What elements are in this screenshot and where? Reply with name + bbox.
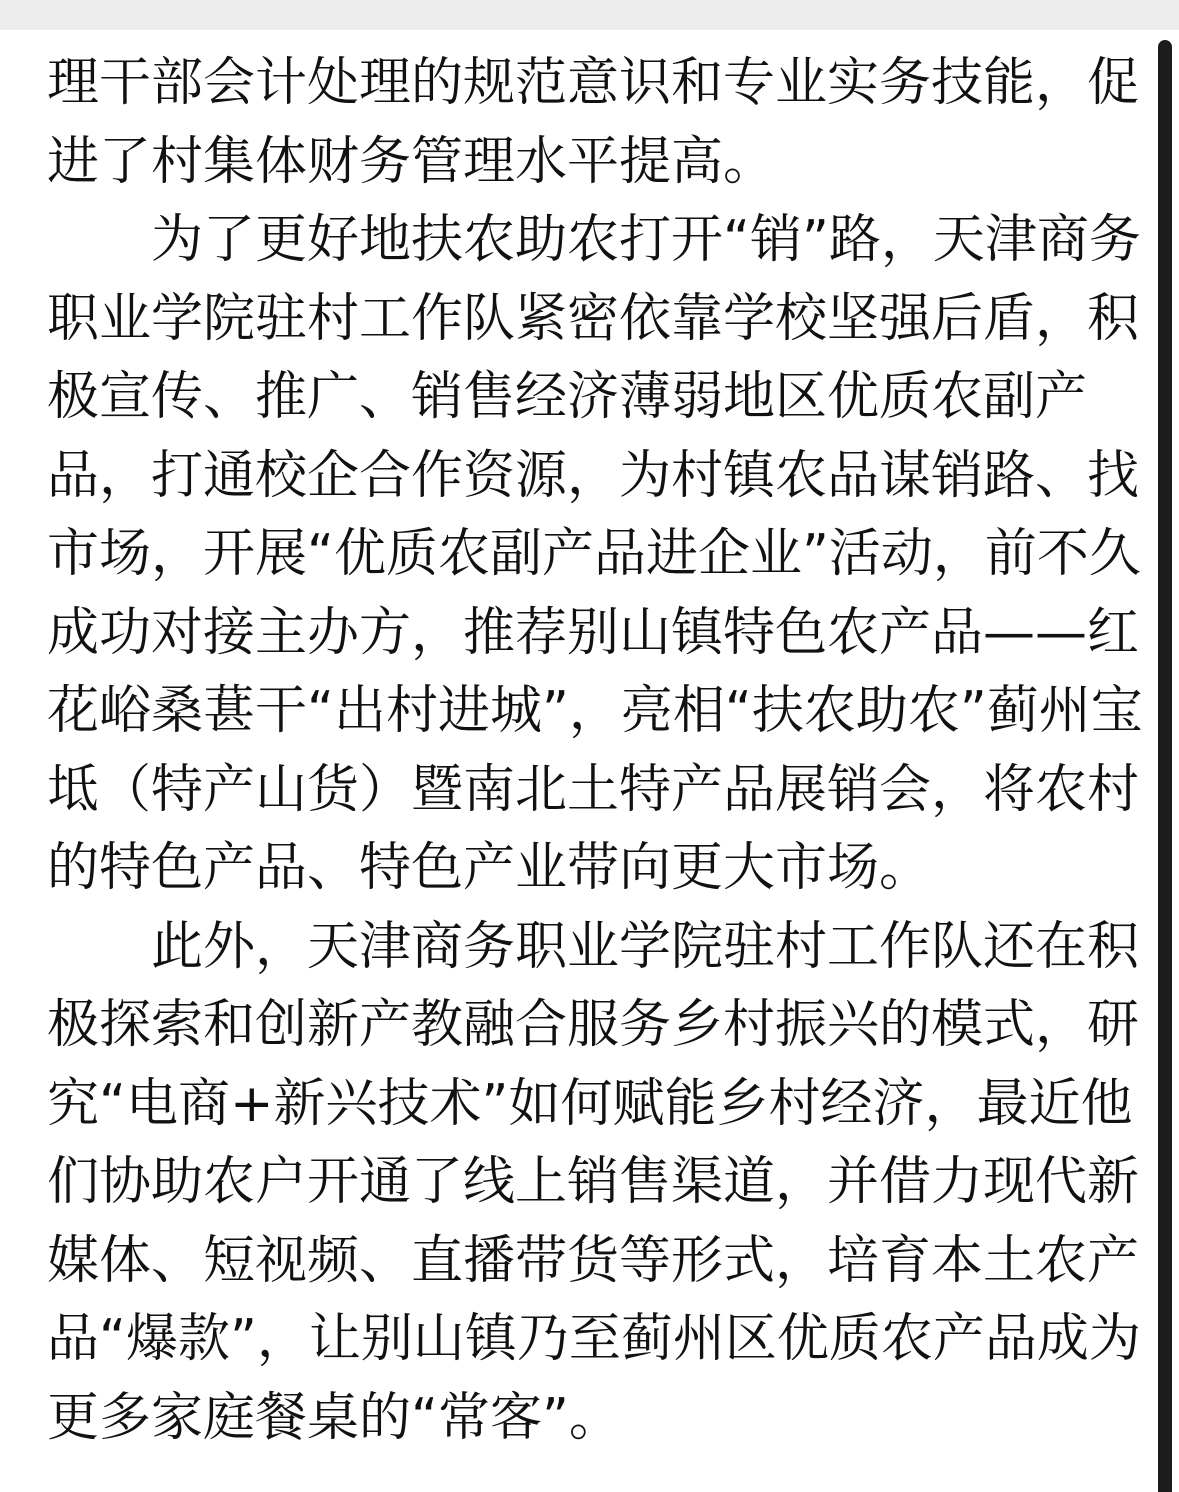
text-line: 媒体、短视频、直播带货等形式，培育本土农产 xyxy=(47,1230,1140,1291)
text-line: 理干部会计处理的规范意识和专业实务技能，促 xyxy=(47,53,1140,113)
paragraph-start-line: 为了更好地扶农助农打开“销”路，天津商务 xyxy=(151,210,1141,270)
top-bar xyxy=(0,0,1179,30)
article-body xyxy=(47,44,1143,1457)
text-line: 极探索和创新产教融合服务乡村振兴的模式，研 xyxy=(47,995,1140,1055)
text-line: 坻（特产山货）暨南北土特产品展销会，将农村 xyxy=(47,759,1140,820)
text-line: 品“爆款”，让别山镇乃至蓟州区优质农产品成为 xyxy=(47,1309,1141,1369)
text-line: 极宣传、推广、销售经济薄弱地区优质农副产 xyxy=(47,367,1088,427)
paragraph-start-line: 此外，天津商务职业学院驻村工作队还在积 xyxy=(151,916,1140,977)
text-line: 市场，开展“优质农副产品进企业”活动，前不久 xyxy=(47,524,1141,584)
text-line: 更多家庭餐桌的“常客”。 xyxy=(47,1387,621,1448)
text-line: 品，打通校企合作资源，为村镇农品谋销路、找 xyxy=(47,445,1140,506)
text-line: 成功对接主办方，推荐别山镇特色农产品——红 xyxy=(47,602,1140,663)
text-line: 进了村集体财务管理水平提高。 xyxy=(47,131,776,192)
text-line: 究“电商+新兴技术”如何赋能乡村经济，最近他 xyxy=(47,1073,1133,1134)
text-line: 职业学院驻村工作队紧密依靠学校坚强后盾，积 xyxy=(47,288,1140,349)
text-line: 们协助农户开通了线上销售渠道，并借力现代新 xyxy=(47,1152,1140,1212)
text-line: 花峪桑葚干“出村进城”，亮相“扶农助农”蓟州宝 xyxy=(47,681,1143,741)
scrollbar-thumb[interactable] xyxy=(1158,40,1172,1492)
text-line: 的特色产品、特色产业带向更大市场。 xyxy=(47,838,932,898)
